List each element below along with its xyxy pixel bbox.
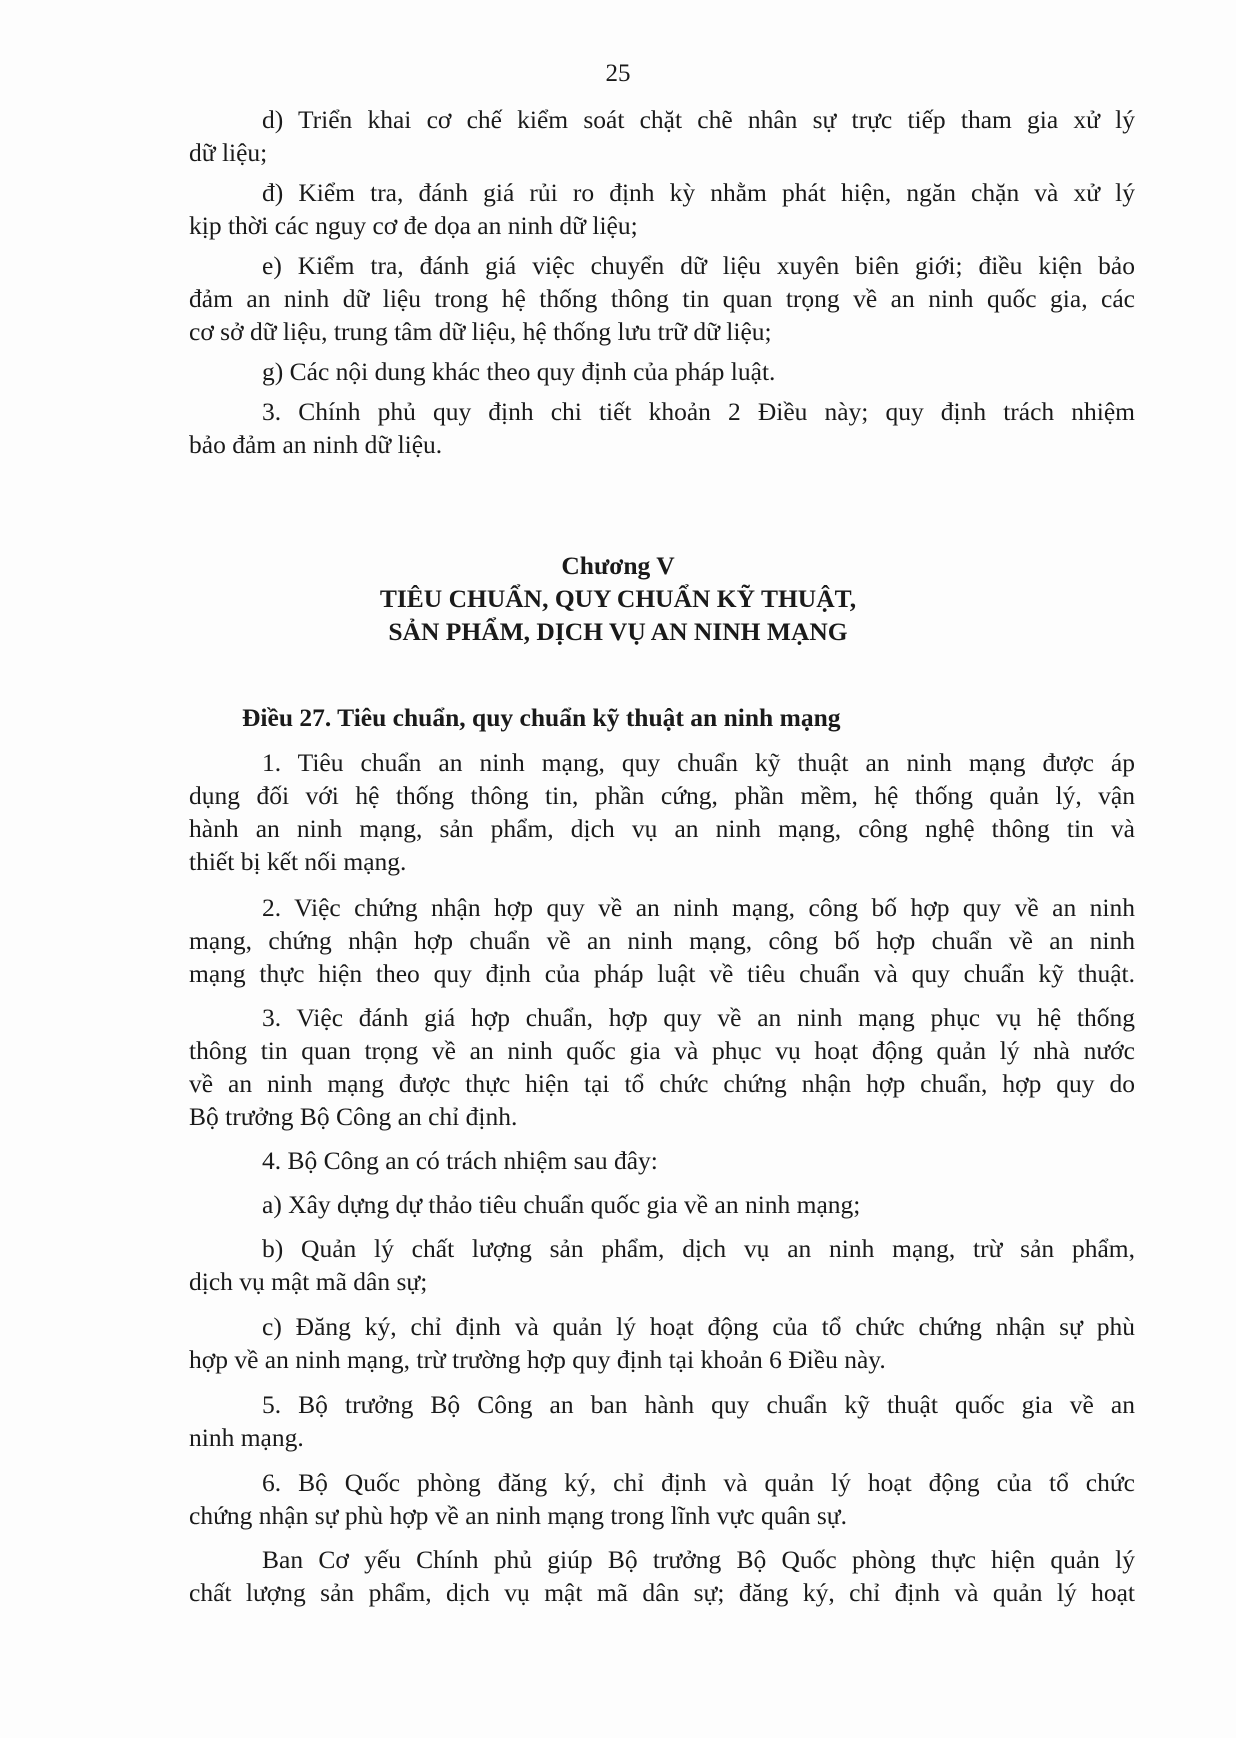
paragraph-line: 4. Bộ Công an có trách nhiệm sau đây: xyxy=(262,1146,658,1175)
paragraph-line: đ) Kiểm tra, đánh giá rủi ro định kỳ nhằm phát hiện, ngăn chặn và xử lý xyxy=(262,178,1135,207)
paragraph-line: b) Quản lý chất lượng sản phẩm, dịch vụ an ninh mạng, trừ sản phẩm, xyxy=(262,1234,1135,1263)
paragraph-line: Bộ trưởng Bộ Công an chỉ định. xyxy=(189,1102,518,1131)
paragraph-line: thiết bị kết nối mạng. xyxy=(189,847,407,876)
paragraph-line: hành an ninh mạng, sản phẩm, dịch vụ an ninh mạng, công nghệ thông tin và xyxy=(189,814,1135,843)
paragraph-line: dữ liệu; xyxy=(189,138,268,167)
paragraph-line: mạng, chứng nhận hợp chuẩn về an ninh mạng, công bố hợp chuẩn về an ninh xyxy=(189,926,1135,955)
paragraph-line: 3. Chính phủ quy định chi tiết khoản 2 Điều này; quy định trách nhiệm xyxy=(262,397,1135,426)
paragraph-line: đảm an ninh dữ liệu trong hệ thống thông tin quan trọng về an ninh quốc gia, các xyxy=(189,284,1135,313)
paragraph-line: ninh mạng. xyxy=(189,1423,304,1452)
chapter-label: Chương V xyxy=(561,551,675,580)
paragraph-line: a) Xây dựng dự thảo tiêu chuẩn quốc gia về an ninh mạng; xyxy=(262,1190,861,1219)
paragraph-line: g) Các nội dung khác theo quy định của pháp luật. xyxy=(262,357,776,386)
paragraph-line: c) Đăng ký, chỉ định và quản lý hoạt động của tổ chức chứng nhận sự phù xyxy=(262,1312,1135,1341)
paragraph-line: 1. Tiêu chuẩn an ninh mạng, quy chuẩn kỹ thuật an ninh mạng được áp xyxy=(262,748,1135,777)
paragraph-line: 3. Việc đánh giá hợp chuẩn, hợp quy về an ninh mạng phục vụ hệ thống xyxy=(262,1003,1135,1032)
paragraph-line: về an ninh mạng được thực hiện tại tổ chức chứng nhận hợp chuẩn, hợp quy do xyxy=(189,1069,1135,1098)
paragraph-line: bảo đảm an ninh dữ liệu. xyxy=(189,430,443,459)
paragraph-line: 5. Bộ trưởng Bộ Công an ban hành quy chuẩn kỹ thuật quốc gia về an xyxy=(262,1390,1135,1419)
paragraph-line: chất lượng sản phẩm, dịch vụ mật mã dân sự; đăng ký, chỉ định và quản lý hoạt xyxy=(189,1578,1135,1607)
paragraph-line: cơ sở dữ liệu, trung tâm dữ liệu, hệ thống lưu trữ dữ liệu; xyxy=(189,317,772,346)
paragraph-line: dịch vụ mật mã dân sự; xyxy=(189,1267,428,1296)
paragraph-line: thông tin quan trọng về an ninh quốc gia và phục vụ hoạt động quản lý nhà nước xyxy=(189,1036,1135,1065)
paragraph-line: mạng thực hiện theo quy định của pháp luật về tiêu chuẩn và quy chuẩn kỹ thuật. xyxy=(189,959,1135,988)
paragraph-line: 6. Bộ Quốc phòng đăng ký, chỉ định và quản lý hoạt động của tổ chức xyxy=(262,1468,1135,1497)
paragraph-line: hợp về an ninh mạng, trừ trường hợp quy định tại khoản 6 Điều này. xyxy=(189,1345,886,1374)
chapter-title-line-1: TIÊU CHUẨN, QUY CHUẨN KỸ THUẬT, xyxy=(379,584,857,613)
paragraph-line: chứng nhận sự phù hợp về an ninh mạng trong lĩnh vực quân sự. xyxy=(189,1501,848,1530)
paragraph-line: kịp thời các nguy cơ đe dọa an ninh dữ liệu; xyxy=(189,211,638,240)
paragraph-line: Ban Cơ yếu Chính phủ giúp Bộ trưởng Bộ Quốc phòng thực hiện quản lý xyxy=(262,1545,1135,1574)
paragraph-line: 2. Việc chứng nhận hợp quy về an ninh mạng, công bố hợp quy về an ninh xyxy=(262,893,1135,922)
paragraph-line: d) Triển khai cơ chế kiểm soát chặt chẽ nhân sự trực tiếp tham gia xử lý xyxy=(262,105,1135,134)
paragraph-line: dụng đối với hệ thống thông tin, phần cứng, phần mềm, hệ thống quản lý, vận xyxy=(189,781,1135,810)
article-heading: Điều 27. Tiêu chuẩn, quy chuẩn kỹ thuật an ninh mạng xyxy=(242,703,841,732)
paragraph-line: e) Kiểm tra, đánh giá việc chuyển dữ liệu xuyên biên giới; điều kiện bảo xyxy=(262,251,1135,280)
page-number: 25 xyxy=(605,60,631,87)
chapter-title-line-2: SẢN PHẨM, DỊCH VỤ AN NINH MẠNG xyxy=(388,617,848,646)
